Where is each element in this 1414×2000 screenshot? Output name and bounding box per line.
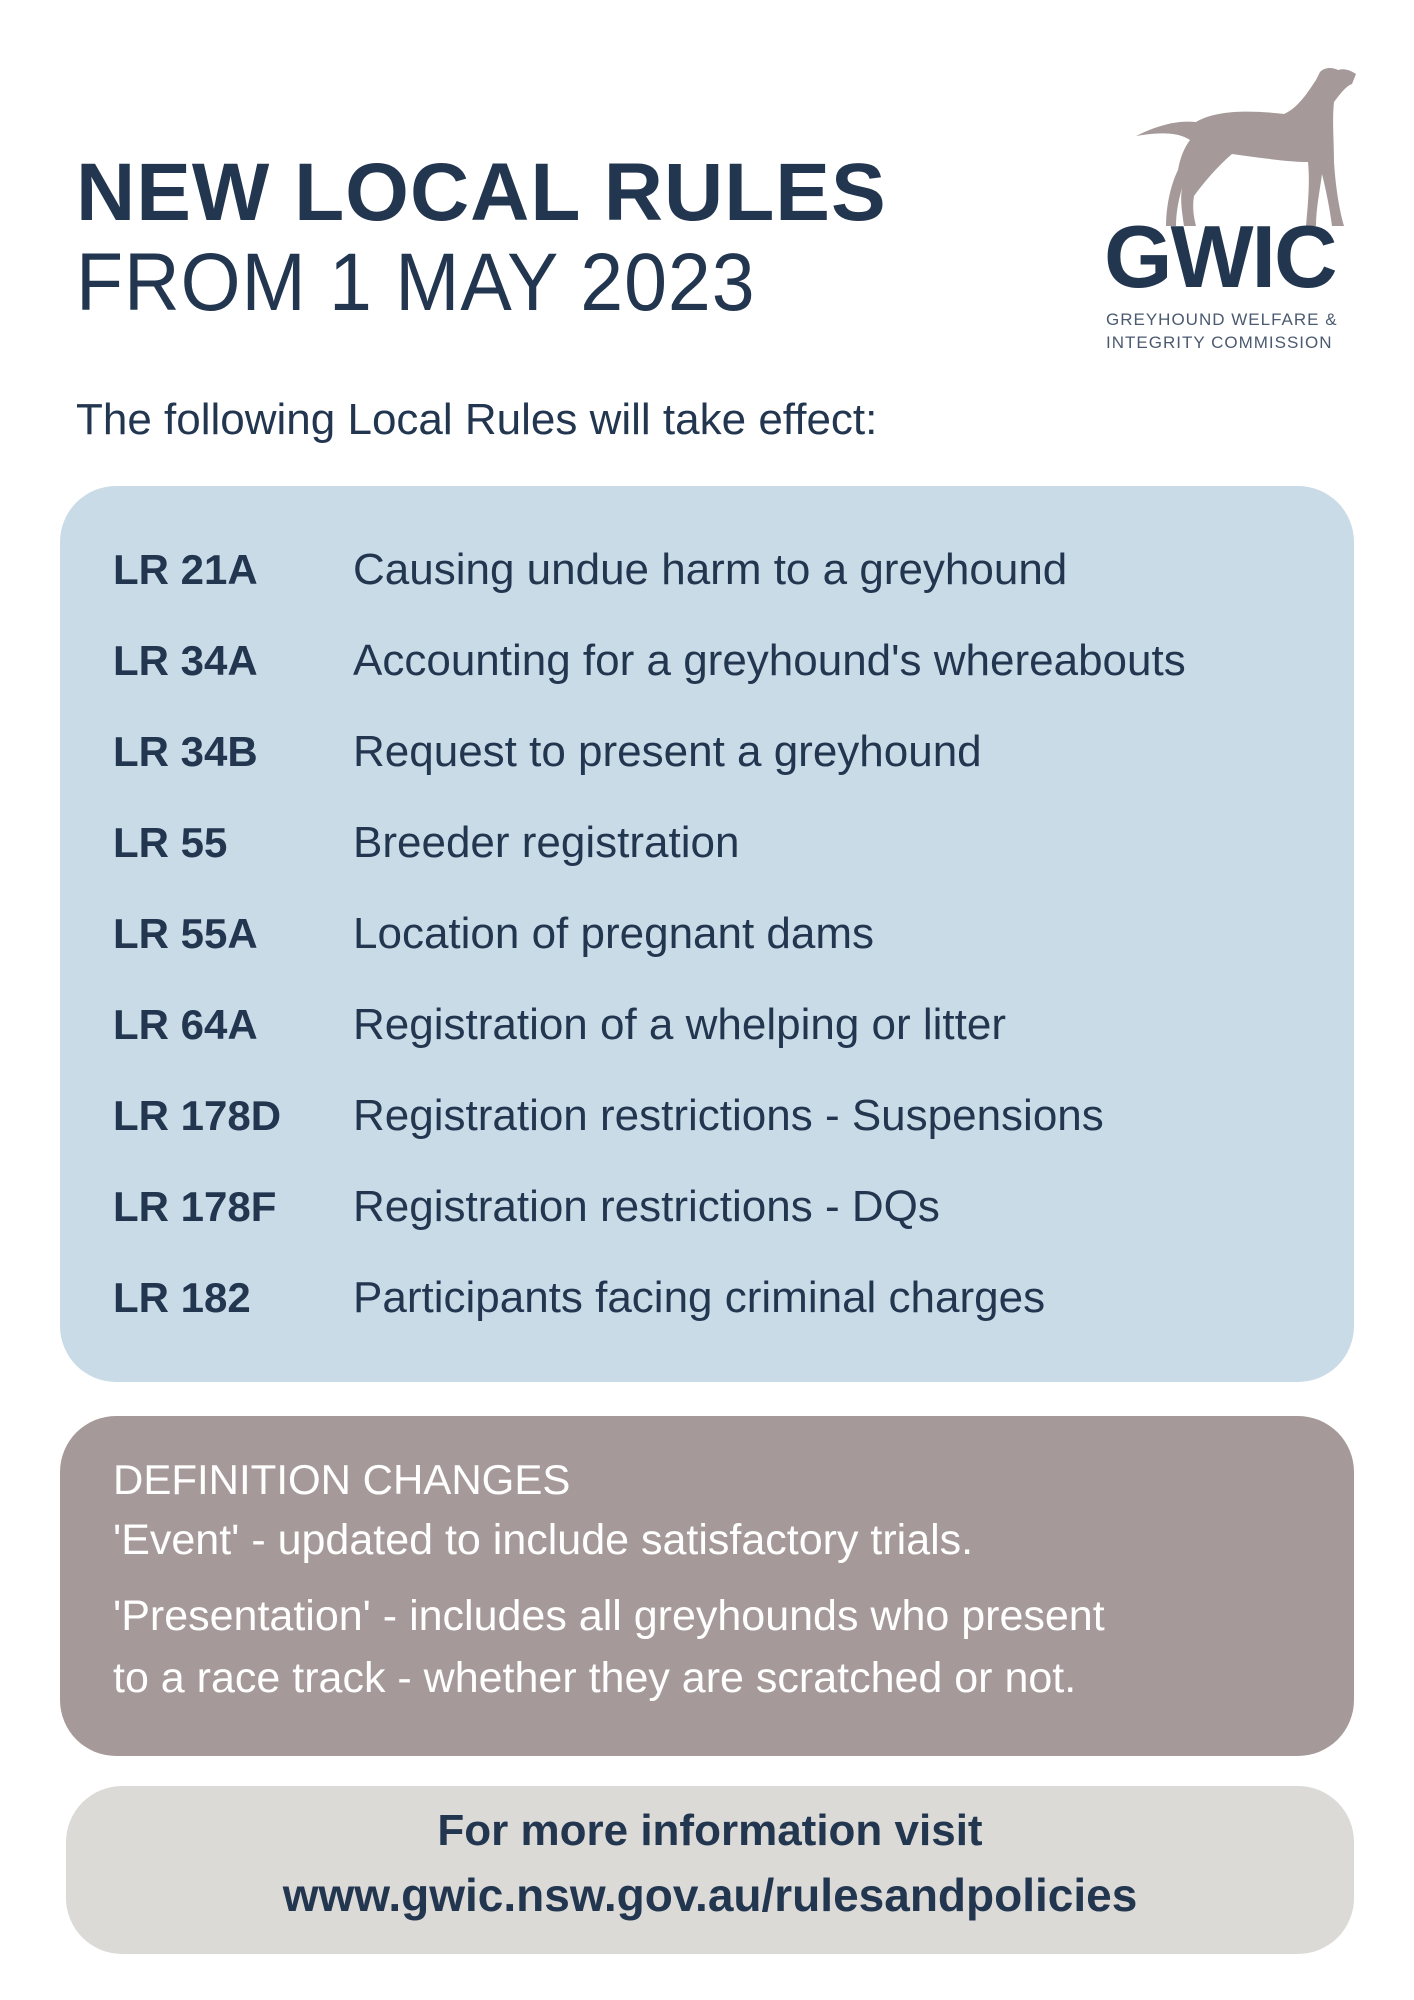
page-title: NEW LOCAL RULES: [76, 147, 887, 238]
rule-code: LR 64A: [113, 1001, 258, 1048]
page-subtitle-date: FROM 1 MAY 2023: [76, 237, 756, 328]
logo-subtitle-line1: GREYHOUND WELFARE &: [1106, 310, 1338, 329]
rule-row: [113, 722, 982, 782]
definition-event: 'Event' - updated to include satisfactory trials.: [113, 1516, 974, 1564]
rule-row: [113, 1268, 1045, 1328]
rule-description: Causing undue harm to a greyhound: [353, 545, 1068, 594]
rule-description: Breeder registration: [353, 818, 740, 867]
rule-code: LR 34A: [113, 637, 258, 684]
more-info-link[interactable]: www.gwic.nsw.gov.au/rulesandpolicies: [282, 1869, 1138, 1921]
rule-code: LR 55A: [113, 910, 258, 957]
title-block: [76, 148, 887, 328]
rule-description: Participants facing criminal charges: [353, 1273, 1046, 1322]
rule-row: [113, 813, 739, 873]
definition-changes-title: DEFINITION CHANGES: [113, 1456, 571, 1503]
more-info-label: For more information visit: [437, 1806, 983, 1855]
definition-changes-panel: [60, 1416, 1354, 1756]
definition-presentation-line1: 'Presentation' - includes all greyhounds who present: [113, 1592, 1105, 1640]
more-info-panel: [66, 1786, 1354, 1954]
logo-wordmark: GWIC: [1104, 207, 1336, 306]
rule-row: [113, 540, 1067, 600]
rule-code: LR 182: [113, 1274, 251, 1321]
rule-description: Accounting for a greyhound's whereabouts: [353, 636, 1186, 685]
logo-subtitle-line2: INTEGRITY COMMISSION: [1106, 333, 1333, 352]
rule-code: LR 178D: [113, 1092, 282, 1139]
intro-text: The following Local Rules will take effect:: [76, 395, 878, 444]
rules-panel: [60, 486, 1354, 1382]
rule-row: [113, 631, 1186, 691]
rule-description: Registration restrictions - Suspensions: [353, 1091, 1104, 1140]
rule-row: [113, 904, 874, 964]
rule-code: LR 21A: [113, 546, 258, 593]
rule-description: Registration restrictions - DQs: [353, 1182, 940, 1231]
rule-code: LR 34B: [113, 728, 258, 775]
rule-row: [113, 995, 1006, 1055]
rule-description: Registration of a whelping or litter: [353, 1000, 1006, 1049]
rule-row: [113, 1177, 940, 1237]
rule-description: Request to present a greyhound: [353, 727, 982, 776]
rule-description: Location of pregnant dams: [353, 909, 875, 958]
definition-presentation-line2: to a race track - whether they are scratched or not.: [113, 1654, 1077, 1702]
rule-code: LR 178F: [113, 1183, 277, 1230]
logo-subtitle: [1106, 308, 1338, 354]
rule-code: LR 55: [113, 819, 228, 866]
rule-row: [113, 1086, 1104, 1146]
gwic-logo: [1100, 62, 1360, 352]
